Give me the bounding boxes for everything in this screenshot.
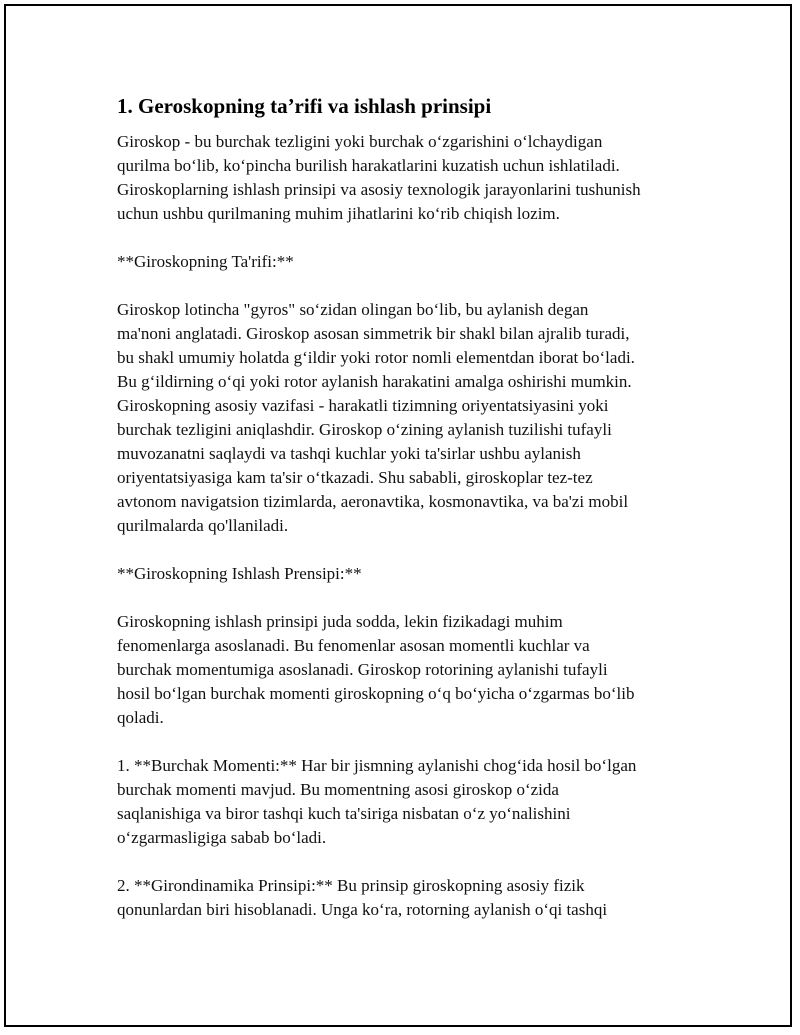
- text-line: bu shakl umumiy holatda g‘ildir yoki rotor nomli elementdan iborat bo‘ladi.: [117, 348, 635, 367]
- text-line: fenomenlarga asoslanadi. Bu fenomenlar asosan momentli kuchlar va: [117, 636, 590, 655]
- text-line: **Giroskopning Ishlash Prensipi:**: [117, 564, 362, 583]
- text-line: 2. **Girondinamika Prinsipi:** Bu prinsip giroskopning asosiy fizik: [117, 876, 585, 895]
- text-line: muvozanatni saqlaydi va tashqi kuchlar yoki ta'sirlar ushbu aylanish: [117, 444, 581, 463]
- text-line: Giroskopning asosiy vazifasi - harakatli tizimning oriyentatsiyasini yoki: [117, 396, 609, 415]
- text-line: qonunlardan biri hisoblanadi. Unga ko‘ra, rotorning aylanish o‘qi tashqi: [117, 900, 608, 919]
- text-line: **Giroskopning Ta'rifi:**: [117, 252, 294, 271]
- text-line: o‘zgarmasligiga sabab bo‘ladi.: [117, 828, 327, 847]
- paragraph-intro: [117, 130, 697, 226]
- text-line: oriyentatsiyasiga kam ta'sir o‘tkazadi. Shu sababli, giroskoplar tez-tez: [117, 468, 593, 487]
- text-line: uchun ushbu qurilmaning muhim jihatlarini ko‘rib chiqish lozim.: [117, 204, 560, 223]
- text-line: 1. **Burchak Momenti:** Har bir jismning aylanishi chog‘ida hosil bo‘lgan: [117, 756, 637, 775]
- section-heading: 1. Geroskopning ta’rifi va ishlash prinsipi: [117, 94, 492, 118]
- paragraph-working-principle: [117, 610, 697, 730]
- text-line: Giroskop - bu burchak tezligini yoki burchak o‘zgarishini o‘lchaydigan: [117, 132, 603, 151]
- text-line: Giroskop lotincha "gyros" so‘zidan olingan bo‘lib, bu aylanish degan: [117, 300, 589, 319]
- subheading-definition: [117, 250, 697, 274]
- document-body: [117, 92, 697, 946]
- text-line: qurilmalarda qo'llaniladi.: [117, 516, 289, 535]
- subheading-working-principle: [117, 562, 697, 586]
- text-line: Giroskopning ishlash prinsipi juda sodda, lekin fizikadagi muhim: [117, 612, 563, 631]
- text-line: avtonom navigatsion tizimlarda, aeronavtika, kosmonavtika, va ba'zi mobil: [117, 492, 629, 511]
- text-line: qoladi.: [117, 708, 164, 727]
- text-line: Bu g‘ildirning o‘qi yoki rotor aylanish harakatini amalga oshirishi mumkin.: [117, 372, 632, 391]
- text-line: hosil bo‘lgan burchak momenti giroskopning o‘q bo‘yicha o‘zgarmas bo‘lib: [117, 684, 635, 703]
- list-item-angular-momentum: [117, 754, 697, 850]
- text-line: burchak momenti mavjud. Bu momentning asosi giroskop o‘zida: [117, 780, 559, 799]
- text-line: ma'noni anglatadi. Giroskop asosan simmetrik bir shakl bilan ajralib turadi,: [117, 324, 630, 343]
- text-line: burchak momentumiga asoslanadi. Giroskop rotorining aylanishi tufayli: [117, 660, 608, 679]
- text-line: qurilma bo‘lib, ko‘pincha burilish harakatlarini kuzatish uchun ishlatiladi.: [117, 156, 620, 175]
- text-line: Giroskoplarning ishlash prinsipi va asosiy texnologik jarayonlarini tushunish: [117, 180, 641, 199]
- paragraph-definition: [117, 298, 697, 538]
- text-line: saqlanishiga va biror tashqi kuch ta'siriga nisbatan o‘z yo‘nalishini: [117, 804, 571, 823]
- list-item-gyrodynamics: [117, 874, 697, 922]
- text-line: burchak tezligini aniqlashdir. Giroskop o‘zining aylanish tuzilishi tufayli: [117, 420, 612, 439]
